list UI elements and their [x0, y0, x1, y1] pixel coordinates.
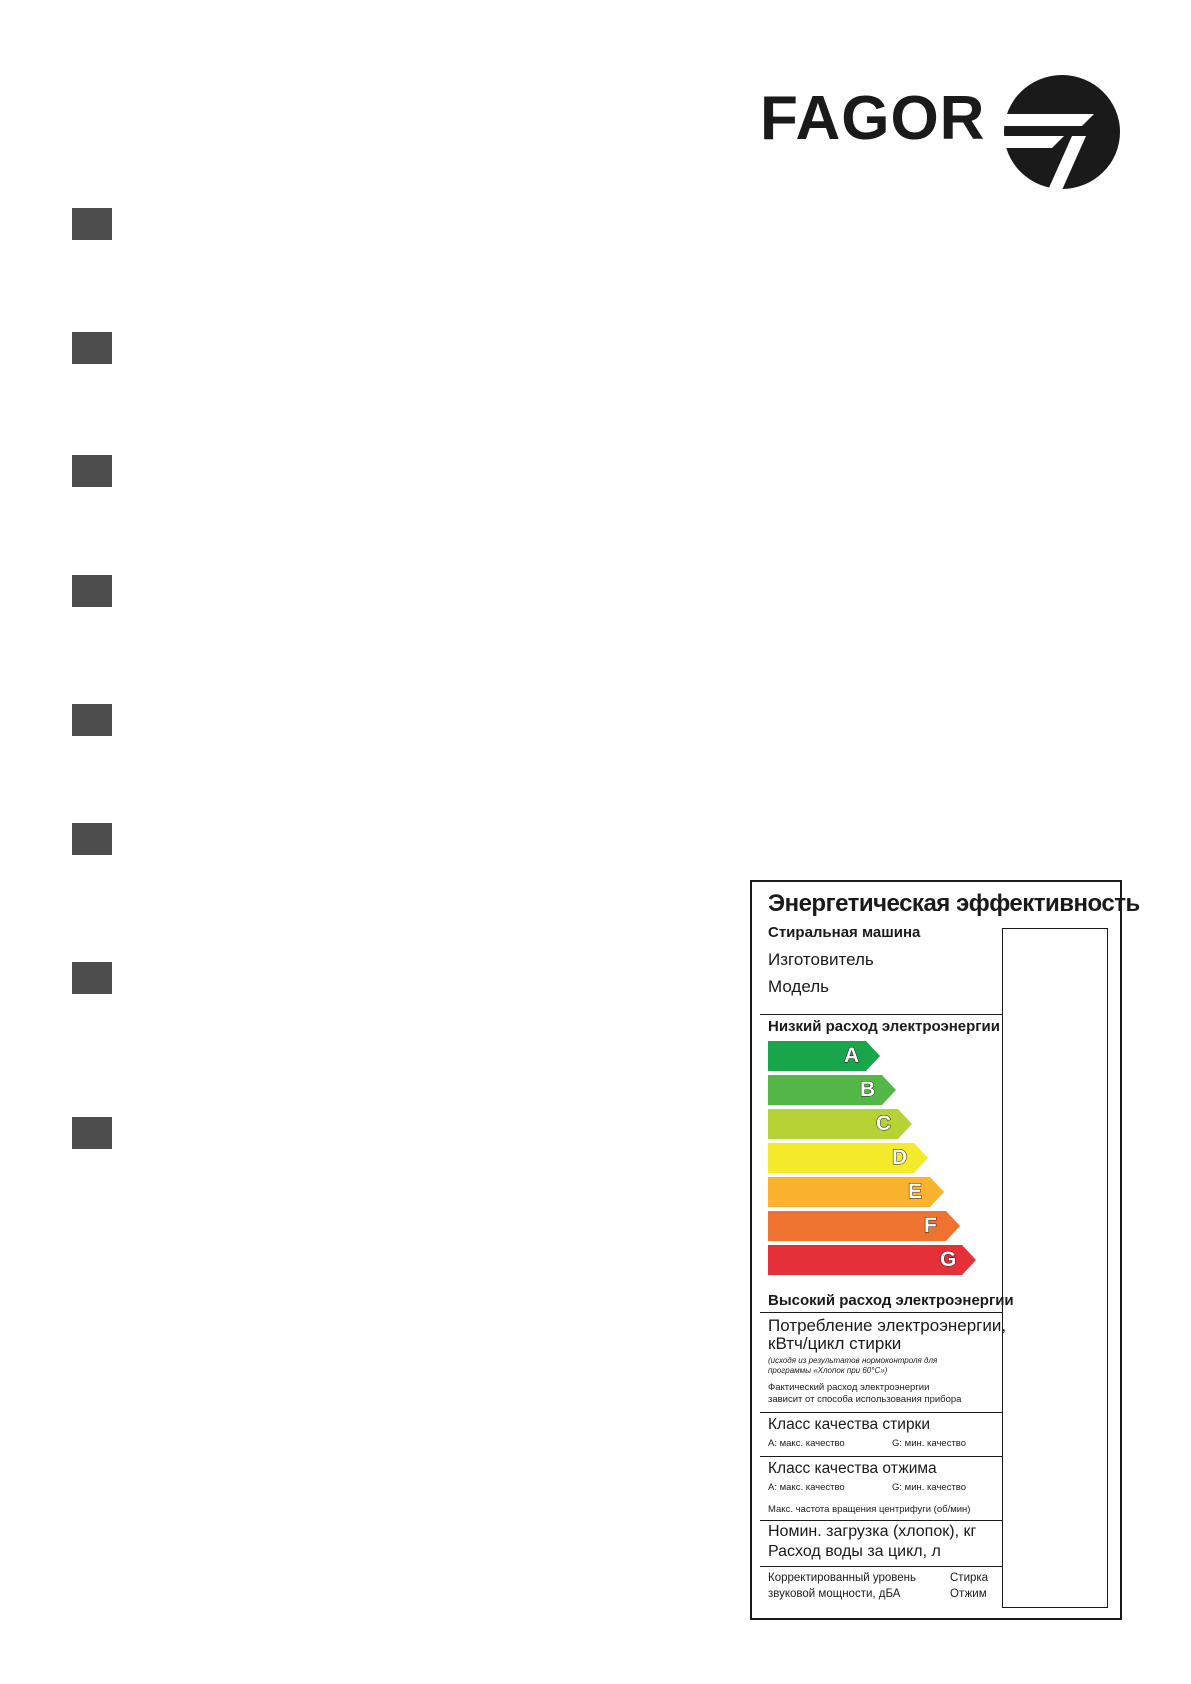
- consumption-unit: кВтч/цикл стирки: [768, 1334, 902, 1353]
- spin-speed-label: Макс. частота вращения центрифуги (об/мин): [768, 1504, 971, 1515]
- energy-class-letter: A: [844, 1044, 860, 1067]
- energy-class-letter: B: [860, 1078, 876, 1101]
- scale-top-label: Низкий расход электроэнергии: [768, 1018, 1001, 1035]
- divider: [760, 1312, 1002, 1313]
- bullet-square: [72, 823, 112, 855]
- divider: [760, 1412, 1002, 1413]
- divider: [760, 1566, 1002, 1567]
- manufacturer-label: Изготовитель: [768, 950, 874, 969]
- brand-name: FAGOR: [760, 84, 986, 153]
- energy-class-c: [768, 1109, 912, 1139]
- energy-class-arrow: [768, 1041, 880, 1071]
- consumption-note-1: (исходя из результатов нормоконтроля для: [768, 1356, 938, 1365]
- load-label: Номин. загрузка (хлопок), кг: [768, 1523, 977, 1540]
- spin-class-label: Класс качества отжима: [768, 1460, 937, 1477]
- energy-class-letter: F: [924, 1214, 937, 1237]
- wash-a-note: A: макс. качество: [768, 1438, 845, 1449]
- energy-class-d: [768, 1143, 928, 1173]
- noise-label-1: Корректированный уровень: [768, 1572, 917, 1584]
- energy-label: [750, 880, 1140, 1620]
- energy-class-f: [768, 1211, 960, 1241]
- label-subtitle: Стиральная машина: [768, 924, 921, 941]
- divider: [760, 1520, 1002, 1521]
- spin-g-note: G: мин. качество: [892, 1482, 967, 1493]
- bullet-square: [72, 455, 112, 487]
- energy-class-letter: C: [876, 1112, 892, 1135]
- divider: [760, 1456, 1002, 1457]
- bullet-square: [72, 208, 112, 240]
- actual-note-2: зависит от способа использования прибора: [768, 1394, 962, 1405]
- value-column: [1002, 928, 1108, 1608]
- actual-note-1: Фактический расход электроэнергии: [768, 1382, 930, 1393]
- energy-class-a: [768, 1041, 880, 1071]
- energy-class-arrow: [768, 1075, 896, 1105]
- divider: [760, 1014, 1002, 1015]
- bullet-square: [72, 1117, 112, 1149]
- fagor-logo: [760, 74, 1130, 190]
- bullet-square: [72, 575, 112, 607]
- energy-class-letter: D: [892, 1146, 908, 1169]
- model-label: Модель: [768, 977, 830, 996]
- bullet-square: [72, 704, 112, 736]
- water-label: Расход воды за цикл, л: [768, 1543, 941, 1560]
- bullet-square: [72, 962, 112, 994]
- noise-spin-label: Отжим: [950, 1588, 987, 1600]
- consumption-note-2: программы «Хлопок при 60°C»): [768, 1366, 888, 1375]
- label-title: Энергетическая эффективность: [768, 890, 1140, 917]
- spin-a-note: A: макс. качество: [768, 1482, 845, 1493]
- noise-wash-label: Стирка: [950, 1572, 989, 1584]
- energy-class-b: [768, 1075, 896, 1105]
- bullet-square: [72, 332, 112, 364]
- energy-class-letter: E: [908, 1180, 923, 1203]
- consumption-label: Потребление электроэнергии,: [768, 1316, 1007, 1335]
- fagor-f-disc-icon: [1002, 74, 1122, 190]
- energy-class-letter: G: [940, 1248, 957, 1271]
- energy-class-e: [768, 1177, 944, 1207]
- noise-label-2: звуковой мощности, дБА: [768, 1588, 901, 1600]
- energy-class-g: [768, 1245, 976, 1275]
- wash-g-note: G: мин. качество: [892, 1438, 967, 1449]
- wash-class-label: Класс качества стирки: [768, 1416, 931, 1433]
- scale-bottom-label: Высокий расход электроэнергии: [768, 1292, 1014, 1309]
- efficiency-scale: [768, 1041, 998, 1291]
